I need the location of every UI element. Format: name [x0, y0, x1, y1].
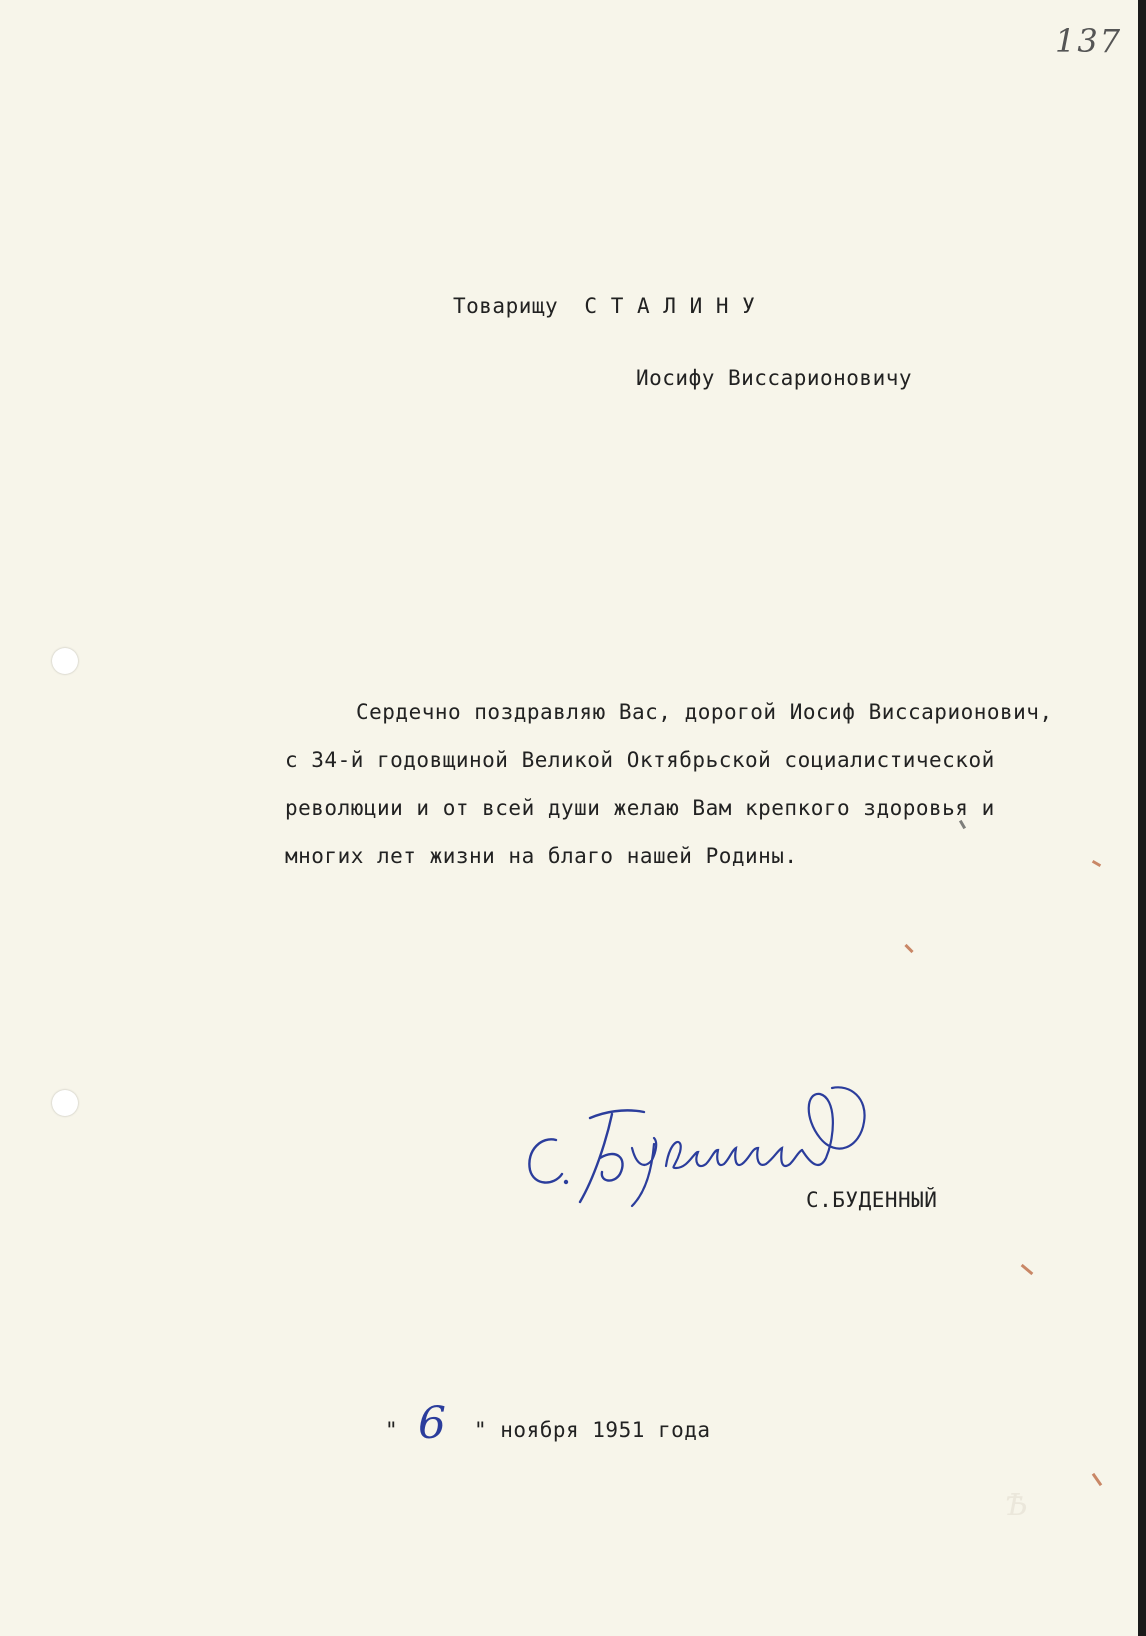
body-line-4: многих лет жизни на благо нашей Родины.	[285, 844, 798, 868]
signer-typed-name: С.БУДЕННЫЙ	[806, 1188, 938, 1212]
body-line-2: с 34-й годовщиной Великой Октябрьской социалистической	[285, 748, 995, 772]
punch-hole-top	[52, 648, 78, 674]
date-day-handwritten: 6	[418, 1398, 446, 1449]
paper-speck	[959, 820, 966, 829]
paper-speck	[1092, 1473, 1102, 1486]
paper-speck	[1021, 1264, 1034, 1275]
punch-hole-bottom	[52, 1090, 78, 1116]
archive-page-number: 137	[1055, 22, 1123, 60]
body-line-1: Сердечно поздравляю Вас, дорогой Иосиф Виссарионович,	[356, 700, 1053, 724]
paper-speck	[1092, 860, 1101, 867]
body-line-3: революции и от всей души желаю Вам крепкого здоровья и	[285, 796, 995, 820]
addressee-line-2: Иосифу Виссарионовичу	[636, 366, 913, 390]
addressee-line-1: Товарищу С Т А Л И Н У	[453, 294, 756, 318]
date-month-year: " ноября 1951 года	[474, 1418, 711, 1442]
date-open-quote: "	[385, 1418, 399, 1442]
faint-pencil-mark: Ѣ	[1005, 1488, 1028, 1523]
paper-speck	[904, 944, 913, 953]
scan-edge	[1138, 0, 1146, 1636]
